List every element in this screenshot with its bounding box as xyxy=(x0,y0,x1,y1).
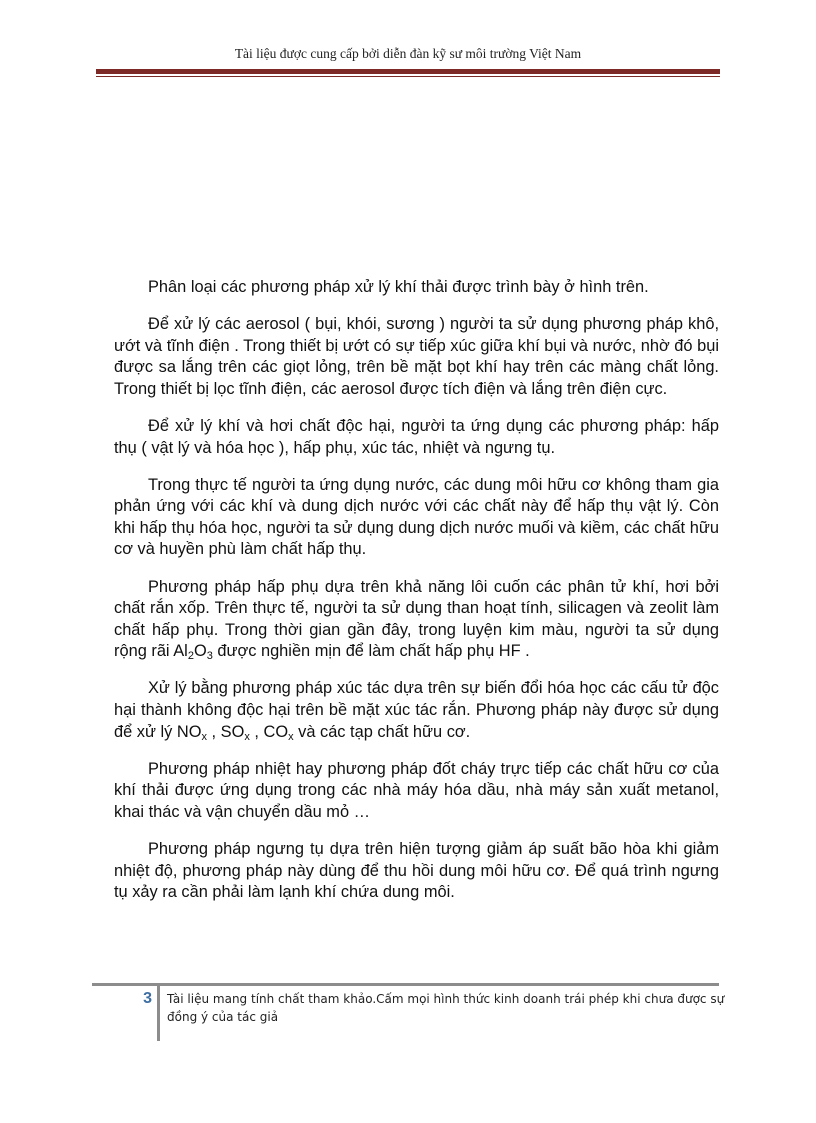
paragraph-5 xyxy=(114,577,719,663)
footer-disclaimer: Tài liệu mang tính chất tham khảo.Cấm mọi hình thức kinh doanh trái phép khi chưa được sự đồng ý của tác giả xyxy=(167,992,725,1024)
paragraph-3: Để xử lý khí và hơi chất độc hại, người ta ứng dụng các phương pháp: hấp thụ ( vật lý và hóa học ), hấp phụ, xúc tác, nhiệt và ngưng tụ. xyxy=(114,416,719,457)
footer-rule xyxy=(92,983,719,986)
page-header-text: Tài liệu được cung cấp bởi diễn đàn kỹ sư môi trường Việt Nam xyxy=(234,46,582,61)
subscript: 3 xyxy=(206,650,213,663)
paragraph-5-text-a: Phương pháp hấp phụ dựa trên khả năng lôi cuốn các phân tử khí, hơi bởi chất rắn xốp. Trên thực tế, người ta sử dụng than hoạt tính, silicagen và zeolit làm chất hấp phụ. Trong thời gian gần đây, trong luyện kim màu, người ta sử dụng rộng rãi Al xyxy=(114,577,719,661)
document-body xyxy=(114,277,719,919)
paragraph-5-text-c: được nghiền mịn để làm chất hấp phụ HF . xyxy=(212,642,530,661)
paragraph-5-text-b: O xyxy=(193,642,207,661)
paragraph-6-text-d: và các tạp chất hữu cơ. xyxy=(293,722,471,741)
paragraph-2: Để xử lý các aerosol ( bụi, khói, sương ) người ta sử dụng phương pháp khô, ướt và tĩnh điện . Trong thiết bị ướt có sự tiếp xúc giữa khí bụi và nước, nhờ đó bụi được sa lắng trên các giọt lỏng, trên bề mặt bọt khí hay trên các màng chất lỏng. Trong thiết bị lọc tĩnh điện, các aerosol được tích điện và lắng trên điện cực. xyxy=(114,315,719,398)
paragraph-8: Phương pháp ngưng tụ dựa trên hiện tượng giảm áp suất bão hòa khi giảm nhiệt độ, phương pháp này dùng để thu hồi dung môi hữu cơ. Để quá trình ngưng tụ xảy ra cần phải làm lạnh khí chứa dung môi. xyxy=(114,839,719,902)
footer-divider xyxy=(157,986,160,1041)
paragraph-6-text-c: , CO xyxy=(249,722,289,741)
subscript: x xyxy=(201,730,207,743)
header-rule xyxy=(96,69,720,74)
paragraph-6-text-a: Xử lý bằng phương pháp xúc tác dựa trên sự biến đổi hóa học các cấu tử độc hại thành không độc hại trên bề mặt xúc tác rắn. Phương pháp này được sử dụng để xử lý NO xyxy=(114,679,719,741)
subscript: x xyxy=(288,730,294,743)
header-rule-thin xyxy=(96,76,720,77)
paragraph-6 xyxy=(114,678,719,743)
page-number: 3 xyxy=(143,990,152,1007)
paragraph-1: Phân loại các phương pháp xử lý khí thải được trình bày ở hình trên. xyxy=(148,278,649,296)
paragraph-7: Phương pháp nhiệt hay phương pháp đốt cháy trực tiếp các chất hữu cơ của khí thải được ứng dụng trong các nhà máy hóa dầu, nhà máy sản xuất metanol, khai thác và vận chuyển dầu mỏ … xyxy=(114,759,719,821)
paragraph-4: Trong thực tế người ta ứng dụng nước, các dung môi hữu cơ không tham gia phản ứng với các khí và dung dịch nước với các chất này để hấp thụ vật lý. Còn khi hấp thụ hóa học, người ta sử dụng dung dịch nước muối và kiềm, các chất hữu cơ và huyền phù làm chất hấp thụ. xyxy=(114,475,719,559)
subscript: 2 xyxy=(187,650,194,663)
paragraph-6-text-b: , SO xyxy=(206,722,245,741)
subscript: x xyxy=(244,730,250,743)
